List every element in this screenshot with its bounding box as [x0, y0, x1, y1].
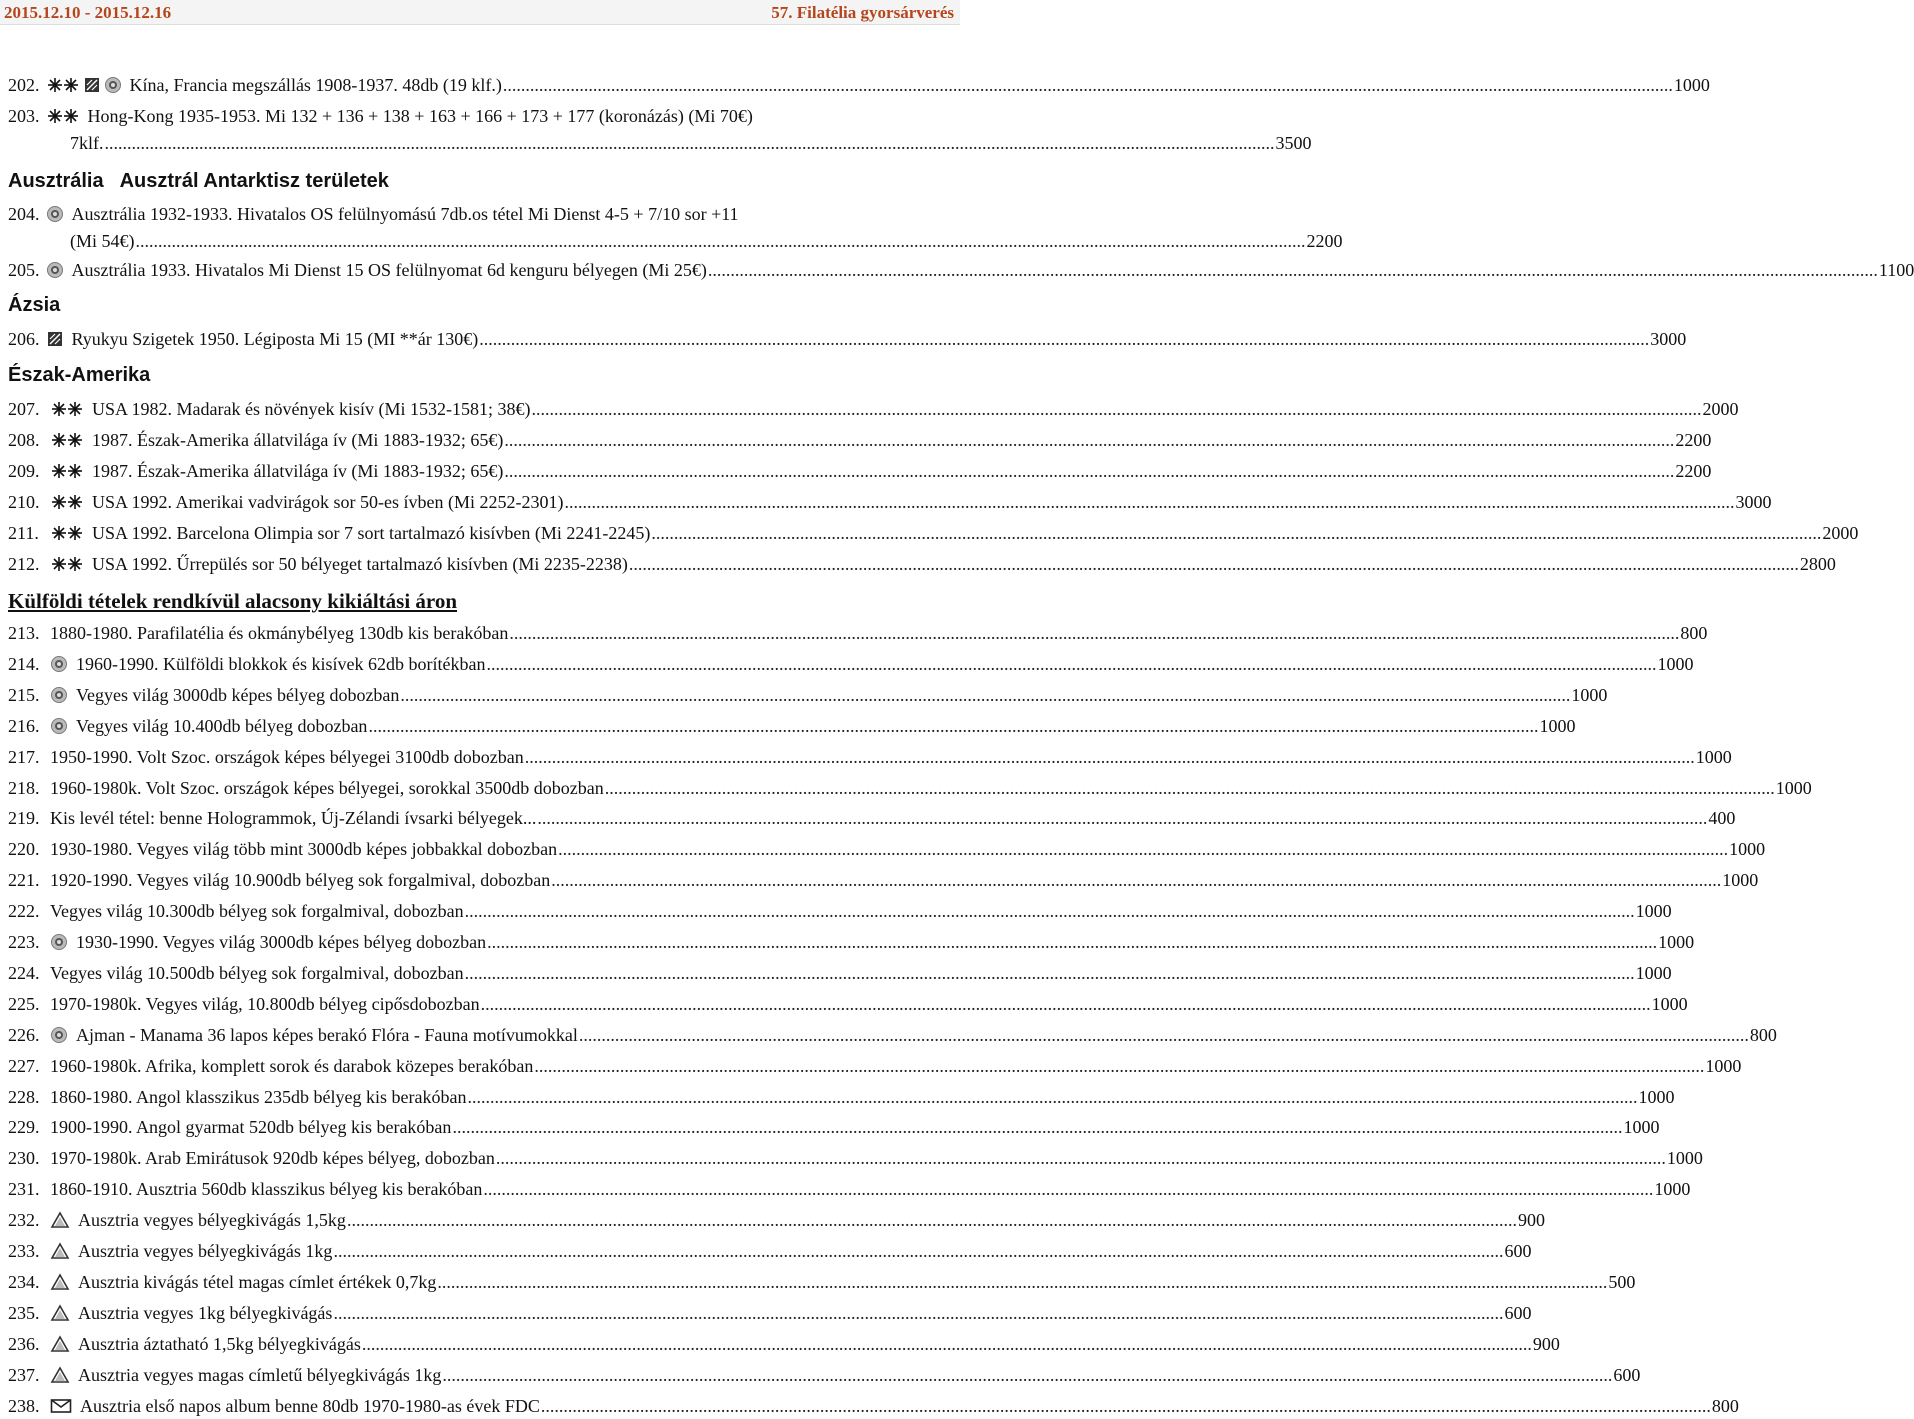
lot-description: 1880-1980. Parafilatélia és okmánybélyeg 130db kis berakóban: [50, 622, 509, 643]
page-header: [0, 0, 960, 25]
lot-number: 238.: [8, 1395, 40, 1416]
lot-price: 2000: [1822, 522, 1859, 543]
triangle-icon: [50, 1366, 70, 1384]
triangle-icon: [50, 1242, 70, 1260]
lot-row-219: [8, 805, 1736, 831]
section-heading-australia: [8, 170, 389, 193]
leader-dots: [504, 431, 1674, 449]
lot-description: Ausztria első napos album benne 80db 1970-1980-as évek FDC: [80, 1395, 540, 1416]
lot-description: 1860-1910. Ausztria 560db klasszikus bélyeg kis berakóban: [50, 1178, 483, 1199]
lot-row-238: [8, 1393, 1739, 1419]
lot-description: Ajman - Manama 36 lapos képes berakó Flóra - Fauna motívumokkal: [76, 1024, 578, 1045]
lot-price: 1000: [1775, 777, 1812, 798]
double-asterisk-icon: [46, 76, 80, 94]
leader-dots: [347, 1211, 1517, 1229]
lot-row-224: [8, 960, 1672, 986]
leader-dots: [465, 902, 1635, 920]
circled-dot-icon: [50, 686, 68, 704]
lot-number: 235.: [8, 1302, 40, 1323]
lot-number: 213.: [8, 622, 40, 643]
lot-description: 1987. Észak-Amerika állatvilága ív (Mi 1883-1932; 65€): [92, 460, 504, 481]
leader-dots: [486, 655, 1656, 673]
lot-row-235: [8, 1300, 1532, 1326]
lot-number: 214.: [8, 653, 40, 674]
lot-description: Kína, Francia megszállás 1908-1937. 48db (19 klf.): [129, 74, 502, 95]
lot-row-225: [8, 991, 1688, 1017]
lot-number: 218.: [8, 777, 40, 798]
lot-row-226: [8, 1022, 1777, 1048]
leader-dots: [481, 995, 1651, 1013]
leader-dots: [368, 717, 1538, 735]
lot-price: 800: [1711, 1395, 1739, 1416]
lot-number: 203.: [8, 105, 40, 126]
lot-description: 1930-1980. Vegyes világ több mint 3000db képes jobbakkal dobozban: [50, 838, 558, 859]
lot-price: 2200: [1306, 230, 1343, 251]
leader-dots: [479, 330, 1649, 348]
leader-dots: [509, 624, 1679, 642]
double-asterisk-icon: [50, 493, 84, 511]
leader-dots: [483, 1180, 1653, 1198]
lot-price: 800: [1680, 622, 1708, 643]
double-asterisk-icon: [50, 400, 84, 418]
lot-row-221: [8, 867, 1759, 893]
lot-price: 1000: [1635, 962, 1672, 983]
lot-number: 234.: [8, 1271, 40, 1292]
section-subtitle: Ausztrál Antarktisz területek: [119, 170, 389, 192]
lot-number: 229.: [8, 1116, 40, 1137]
lot-number: 236.: [8, 1333, 40, 1354]
lot-price: 3000: [1650, 328, 1687, 349]
lot-description: Ausztria kivágás tétel magas címlet értékek 0,7kg: [78, 1271, 437, 1292]
lot-price: 1000: [1729, 838, 1766, 859]
lot-row-229: [8, 1114, 1660, 1140]
lot-number: 202.: [8, 74, 40, 95]
lot-row-230: [8, 1145, 1703, 1171]
lot-description: 1970-1980k. Vegyes világ, 10.800db bélyeg cipősdobozban: [50, 993, 480, 1014]
leader-dots: [452, 1118, 1622, 1136]
lot-description: 1950-1990. Volt Szoc. országok képes bélyegei 3100db dobozban: [50, 746, 524, 767]
lot-price: 1000: [1705, 1055, 1742, 1076]
leader-dots: [629, 555, 1799, 573]
lot-row-237: [8, 1362, 1641, 1388]
lot-price: 2800: [1799, 553, 1836, 574]
lot-number: 226.: [8, 1024, 40, 1045]
lot-price: 1000: [1651, 993, 1688, 1014]
triangle-icon: [50, 1335, 70, 1353]
lot-price: 1000: [1638, 1086, 1675, 1107]
lot-description: Vegyes világ 10.300db bélyeg sok forgalmival, dobozban: [50, 900, 464, 921]
lot-price: 1100: [1878, 259, 1914, 280]
leader-dots: [564, 493, 1734, 511]
lot-number: 217.: [8, 746, 40, 767]
lot-row-216: [8, 713, 1576, 739]
lot-row-236: [8, 1331, 1560, 1357]
lot-number: 212.: [8, 553, 40, 574]
double-asterisk-icon: [50, 524, 84, 542]
double-asterisk-icon: [46, 107, 80, 125]
lot-row-203-continued: [70, 130, 1312, 156]
lot-row-209: [8, 458, 1712, 484]
lot-price: 1000: [1666, 1147, 1703, 1168]
leader-dots: [362, 1335, 1532, 1353]
lot-description: 1960-1990. Külföldi blokkok és kisívek 62db borítékban: [76, 653, 486, 674]
lot-number: 219.: [8, 807, 40, 828]
lot-price: 900: [1532, 1333, 1560, 1354]
lot-price: 800: [1749, 1024, 1777, 1045]
lot-description: USA 1992. Amerikai vadvirágok sor 50-es ívben (Mi 2252-2301): [92, 491, 564, 512]
lot-number: 220.: [8, 838, 40, 859]
lot-number: 215.: [8, 684, 40, 705]
auction-title: 57. Filatélia gyorsárverés: [771, 3, 954, 22]
leader-dots: [442, 1366, 1612, 1384]
leader-dots: [437, 1273, 1607, 1291]
lot-price: 1000: [1635, 900, 1672, 921]
lot-description: Vegyes világ 10.500db bélyeg sok forgalmival, dobozban: [50, 962, 464, 983]
lot-price: 1000: [1539, 715, 1576, 736]
lot-price: 2200: [1675, 429, 1712, 450]
lot-description: Ausztria vegyes 1kg bélyegkivágás: [78, 1302, 333, 1323]
leader-dots: [467, 1088, 1637, 1106]
lot-description: USA 1992. Űrrepülés sor 50 bélyeget tartalmazó kisívben (Mi 2235-2238): [92, 553, 628, 574]
lot-row-215: [8, 682, 1608, 708]
lot-price: 600: [1613, 1364, 1641, 1385]
leader-dots: [136, 232, 1306, 250]
leader-dots: [333, 1242, 1503, 1260]
leader-dots: [579, 1026, 1749, 1044]
leader-dots: [651, 524, 1821, 542]
lot-row-228: [8, 1084, 1675, 1110]
lot-row-206: [8, 326, 1687, 352]
lot-row-222: [8, 898, 1672, 924]
circled-dot-icon: [50, 717, 68, 735]
lot-row-233: [8, 1238, 1532, 1264]
lot-number: 222.: [8, 900, 40, 921]
leader-dots: [333, 1304, 1503, 1322]
circled-dot-icon: [46, 261, 64, 279]
double-asterisk-icon: [50, 431, 84, 449]
lot-description: Ryukyu Szigetek 1950. Légiposta Mi 15 (MI **ár 130€): [71, 328, 479, 349]
lot-description: 1920-1990. Vegyes világ 10.900db bélyeg sok forgalmival, dobozban: [50, 869, 551, 890]
lot-price: 1000: [1623, 1116, 1660, 1137]
triangle-icon: [50, 1304, 70, 1322]
lot-row-204: [8, 201, 870, 227]
lot-row-208: [8, 427, 1712, 453]
leader-dots: [465, 964, 1635, 982]
lot-number: 221.: [8, 869, 40, 890]
leader-dots: [496, 1149, 1666, 1167]
leader-dots: [504, 462, 1674, 480]
lot-row-232: [8, 1207, 1545, 1233]
leader-dots: [105, 134, 1275, 152]
lot-price: 1000: [1658, 931, 1695, 952]
lot-description: Hong-Kong 1935-1953. Mi 132 + 136 + 138 + 163 + 166 + 173 + 177 (koronázás) (Mi 70€): [87, 105, 753, 126]
lot-row-203: [8, 103, 870, 129]
lot-description: 1860-1980. Angol klasszikus 235db bélyeg kis berakóban: [50, 1086, 467, 1107]
lot-number: 208.: [8, 429, 40, 450]
shaded-square-icon: [83, 76, 101, 94]
lot-description: 1987. Észak-Amerika állatvilága ív (Mi 1883-1932; 65€): [92, 429, 504, 450]
lot-description: Ausztrália 1933. Hivatalos Mi Dienst 15 OS felülnyomat 6d kenguru bélyegen (Mi 25€): [71, 259, 707, 280]
leader-dots: [541, 1397, 1711, 1415]
lot-row-214: [8, 651, 1694, 677]
lot-description: Ausztria vegyes bélyegkivágás 1kg: [78, 1240, 333, 1261]
lot-row-234: [8, 1269, 1636, 1295]
section-heading-foreign-lots: Külföldi tételek rendkívül alacsony kikiáltási áron: [8, 589, 458, 613]
lot-price: 1000: [1673, 74, 1710, 95]
lot-description-continued: (Mi 54€): [70, 230, 135, 251]
lot-number: 232.: [8, 1209, 40, 1230]
lot-description: USA 1992. Barcelona Olimpia sor 7 sort tartalmazó kisívben (Mi 2241-2245): [92, 522, 651, 543]
lot-description: Ausztria vegyes magas címletű bélyegkivágás 1kg: [78, 1364, 442, 1385]
lot-row-205: [8, 257, 1914, 283]
lot-number: 209.: [8, 460, 40, 481]
lot-row-223: [8, 929, 1695, 955]
lot-price: 2000: [1702, 398, 1739, 419]
lot-row-202: [8, 72, 1710, 98]
lot-number: 207.: [8, 398, 40, 419]
leader-dots: [487, 933, 1657, 951]
lot-number: 224.: [8, 962, 40, 983]
lot-price: 1000: [1654, 1178, 1691, 1199]
lot-row-227: [8, 1053, 1742, 1079]
lot-row-212: [8, 551, 1836, 577]
circled-dot-icon: [50, 1026, 68, 1044]
lot-price: 1000: [1695, 746, 1732, 767]
lot-price: 600: [1504, 1302, 1532, 1323]
lot-number: 210.: [8, 491, 40, 512]
lot-row-211: [8, 520, 1859, 546]
lot-description: Vegyes világ 10.400db bélyeg dobozban: [76, 715, 368, 736]
date-range: 2015.12.10 - 2015.12.16: [4, 3, 172, 22]
section-heading-asia: Ázsia: [8, 294, 61, 316]
lot-row-204-continued: [70, 228, 1343, 254]
lot-price: 900: [1517, 1209, 1545, 1230]
section-heading-north-america: Észak-Amerika: [8, 364, 151, 386]
lot-description: USA 1982. Madarak és növények kisív (Mi 1532-1581; 38€): [92, 398, 531, 419]
lot-number: 225.: [8, 993, 40, 1014]
lot-description: Ausztria vegyes bélyegkivágás 1,5kg: [78, 1209, 346, 1230]
lot-price: 1000: [1722, 869, 1759, 890]
lot-price: 500: [1608, 1271, 1636, 1292]
lot-row-220: [8, 836, 1766, 862]
lot-number: 206.: [8, 328, 40, 349]
triangle-icon: [50, 1273, 70, 1291]
lot-number: 211.: [8, 522, 39, 543]
lot-price: 1000: [1657, 653, 1694, 674]
triangle-icon: [50, 1211, 70, 1229]
lot-description: Kis levél tétel: benne Hologrammok, Új-Zélandi ívsarki bélyegek...: [50, 807, 537, 828]
lot-description: 1960-1980k. Afrika, komplett sorok és darabok közepes berakóban: [50, 1055, 534, 1076]
circled-dot-icon: [50, 655, 68, 673]
lot-description: 1900-1990. Angol gyarmat 520db bélyeg kis berakóban: [50, 1116, 452, 1137]
lot-number: 205.: [8, 259, 40, 280]
lot-number: 231.: [8, 1178, 40, 1199]
circled-dot-icon: [50, 933, 68, 951]
lot-row-210: [8, 489, 1772, 515]
lot-number: 204.: [8, 203, 40, 224]
leader-dots: [708, 261, 1878, 279]
lot-price: 3000: [1735, 491, 1772, 512]
lot-number: 230.: [8, 1147, 40, 1168]
lot-row-213: [8, 620, 1708, 646]
lot-price: 600: [1504, 1240, 1532, 1261]
lot-number: 227.: [8, 1055, 40, 1076]
lot-row-231: [8, 1176, 1691, 1202]
leader-dots: [531, 400, 1701, 418]
circled-dot-icon: [104, 76, 122, 94]
lot-row-217: [8, 744, 1732, 770]
double-asterisk-icon: [50, 462, 84, 480]
lot-description: Ausztrália 1932-1933. Hivatalos OS felülnyomású 7db.os tétel Mi Dienst 4-5 + 7/10 sor +11: [71, 203, 739, 224]
leader-dots: [400, 686, 1570, 704]
lot-number: 228.: [8, 1086, 40, 1107]
lot-price: 2200: [1675, 460, 1712, 481]
shaded-square-icon: [46, 330, 64, 348]
lot-number: 237.: [8, 1364, 40, 1385]
lot-description-continued: 7klf.: [70, 132, 104, 153]
lot-number: 223.: [8, 931, 40, 952]
lot-price: 400: [1708, 807, 1736, 828]
lot-description: 1970-1980k. Arab Emirátusok 920db képes bélyeg, dobozban: [50, 1147, 495, 1168]
leader-dots: [525, 748, 1695, 766]
leader-dots: [537, 809, 1707, 827]
lot-row-207: [8, 396, 1739, 422]
leader-dots: [551, 871, 1721, 889]
lot-price: 1000: [1571, 684, 1608, 705]
leader-dots: [534, 1057, 1704, 1075]
lot-number: 216.: [8, 715, 40, 736]
section-title: Ausztrália: [8, 170, 104, 192]
lot-description: 1930-1990. Vegyes világ 3000db képes bélyeg dobozban: [76, 931, 487, 952]
circled-dot-icon: [46, 205, 64, 223]
lot-description: 1960-1980k. Volt Szoc. országok képes bélyegei, sorokkal 3500db dobozban: [50, 777, 604, 798]
leader-dots: [605, 779, 1775, 797]
lot-description: Ausztria áztatható 1,5kg bélyegkivágás: [78, 1333, 361, 1354]
lot-row-218: [8, 775, 1812, 801]
envelope-icon: [50, 1397, 72, 1415]
leader-dots: [503, 76, 1673, 94]
lot-description: Vegyes világ 3000db képes bélyeg dobozban: [76, 684, 400, 705]
lot-number: 233.: [8, 1240, 40, 1261]
double-asterisk-icon: [50, 555, 84, 573]
lot-price: 3500: [1275, 132, 1312, 153]
leader-dots: [558, 840, 1728, 858]
